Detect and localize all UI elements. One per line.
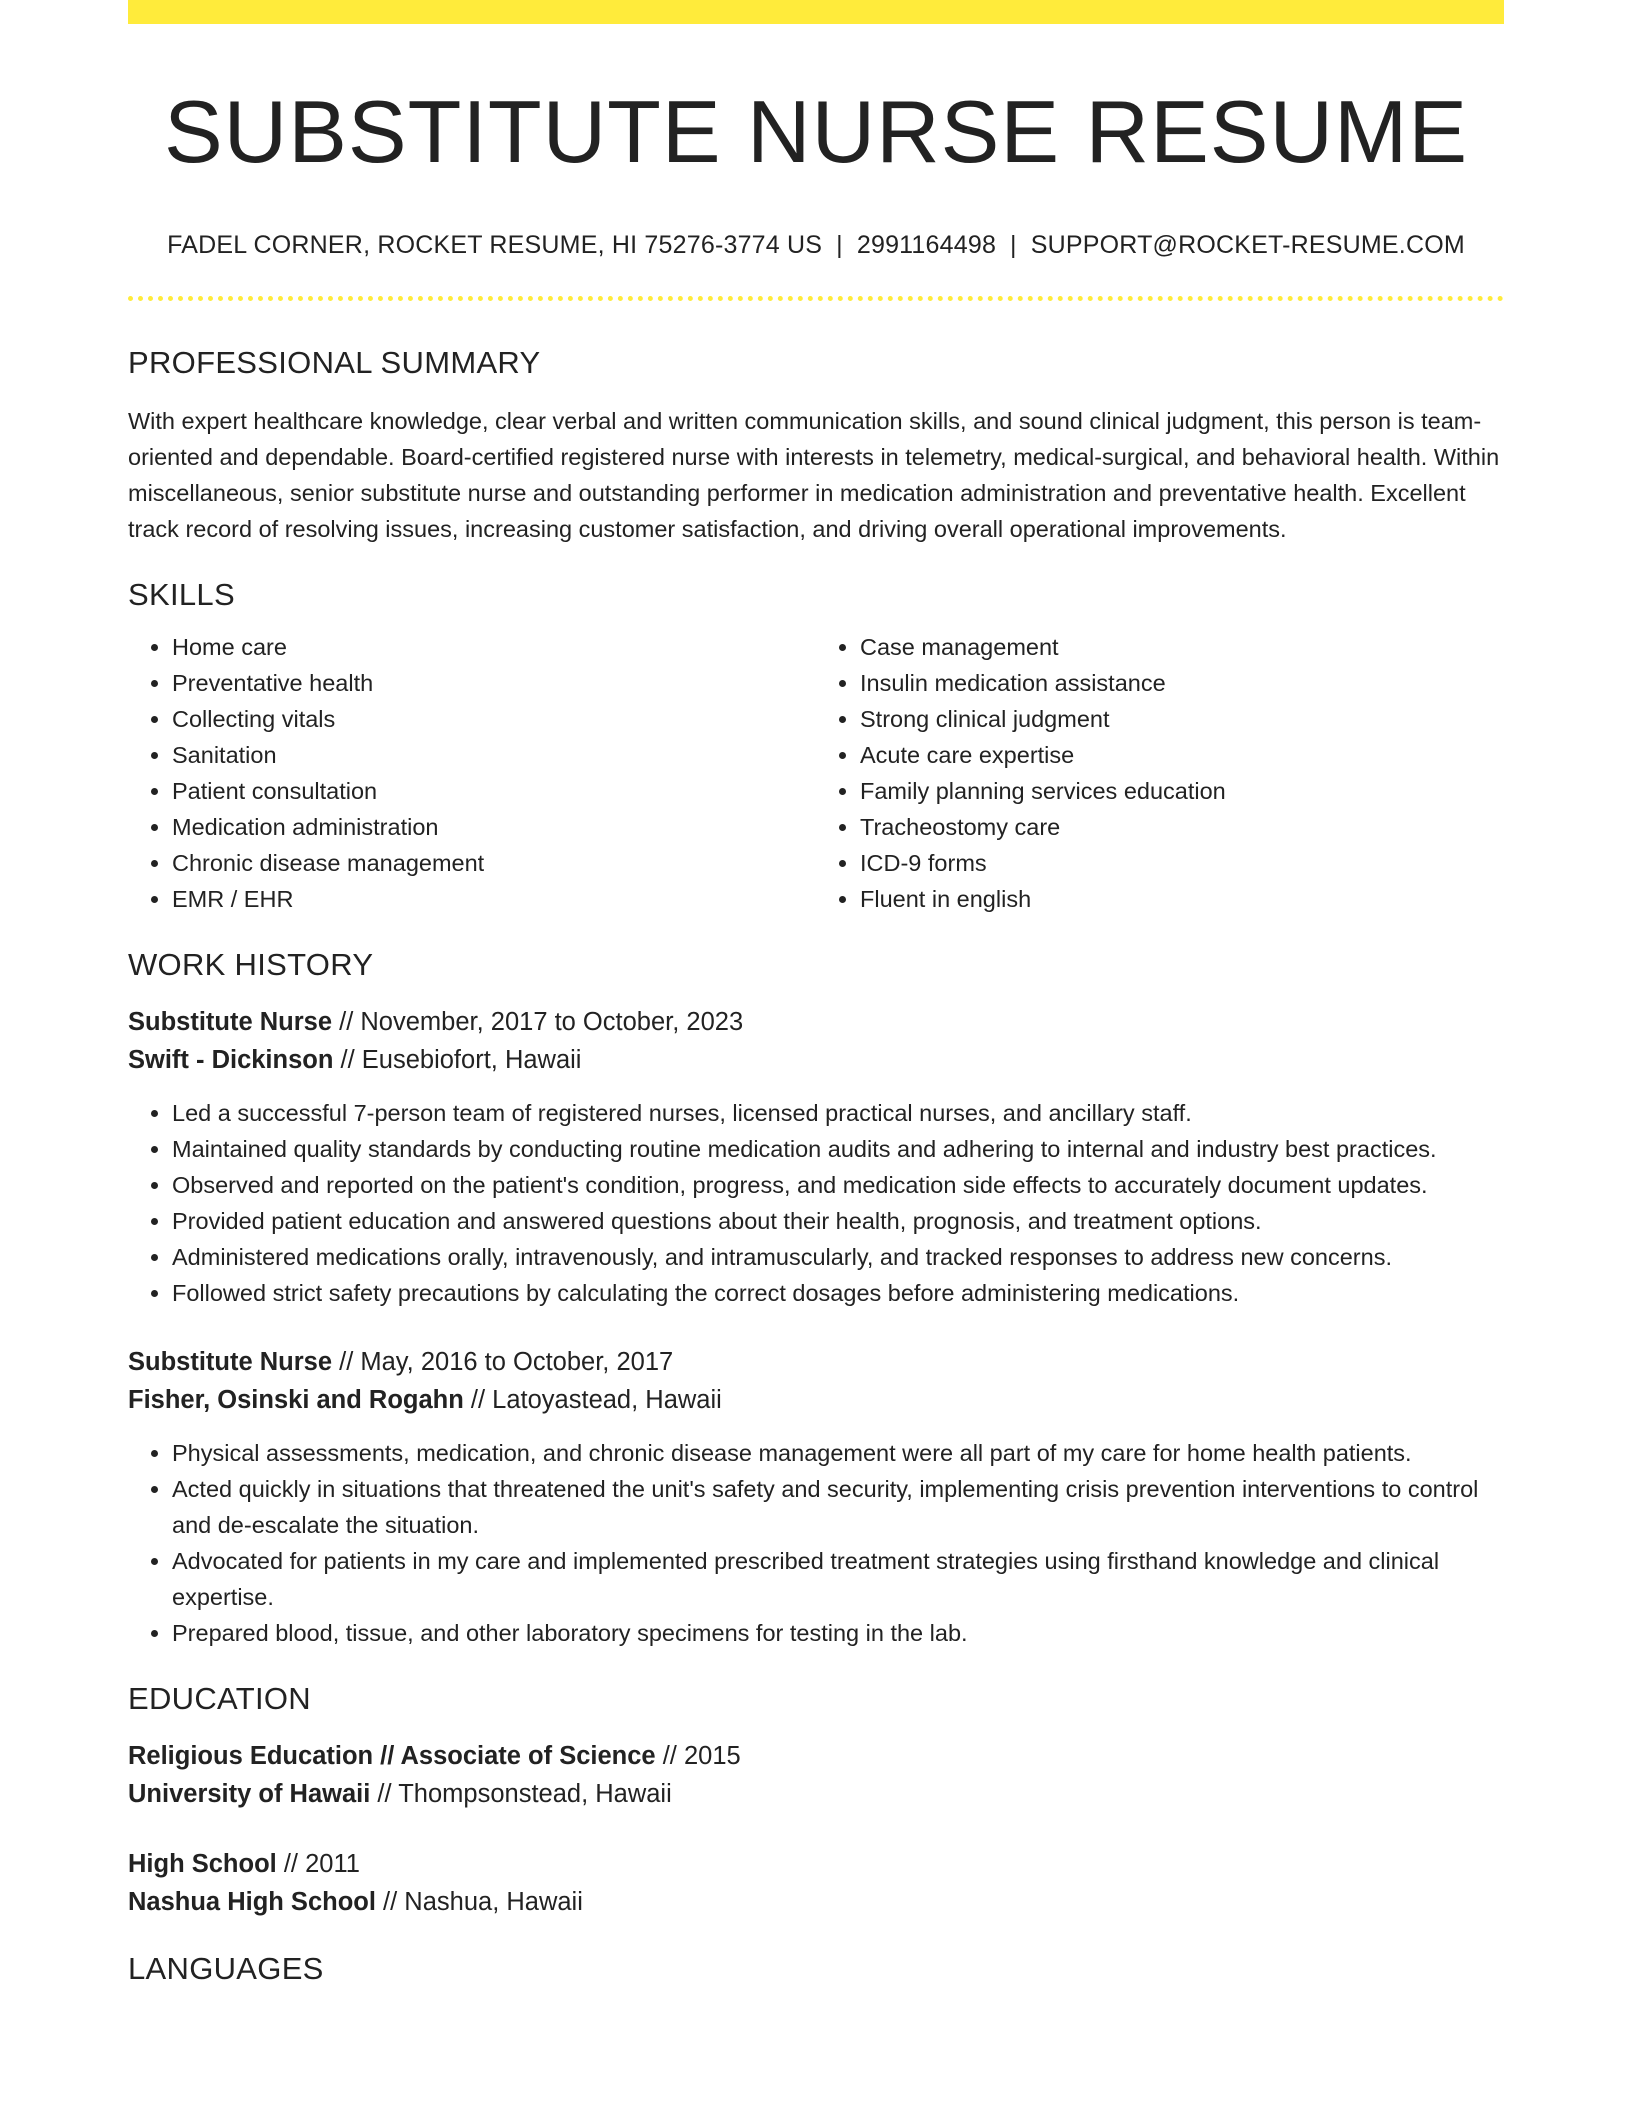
job-title: Substitute Nurse [128, 1007, 333, 1036]
skill-item: • Medication administration [172, 809, 816, 845]
skill-item: • Fluent in english [860, 881, 1504, 917]
contact-address: FADEL CORNER, ROCKET RESUME, HI 75276-3774 US [167, 230, 823, 259]
job-dates: // May, 2016 to October, 2017 [339, 1347, 674, 1376]
contact-separator: | [836, 230, 843, 259]
job-bullet: • Advocated for patients in my care and implemented prescribed treatment strategies using firsthand knowledge and clinical expertise. [172, 1543, 1504, 1615]
languages-heading: LANGUAGES [128, 1950, 324, 1986]
work-history-section [128, 947, 1504, 1651]
resume-page [128, 0, 1504, 1987]
page-title: SUBSTITUTE NURSE RESUME [163, 82, 1469, 181]
job-location: // Eusebiofort, Hawaii [340, 1045, 582, 1074]
job-company: Swift - Dickinson [128, 1045, 334, 1074]
education-school-line [128, 1775, 1504, 1813]
languages-section [128, 1951, 1504, 1987]
education-section [128, 1681, 1504, 1921]
education-year: // 2011 [283, 1849, 360, 1878]
skills-right-list [816, 629, 1504, 917]
skill-item: • Collecting vitals [172, 701, 816, 737]
job-bullet: • Prepared blood, tissue, and other laboratory specimens for testing in the lab. [172, 1615, 1504, 1651]
education-entry [128, 1737, 1504, 1813]
skill-item: • ICD-9 forms [860, 845, 1504, 881]
skill-item: • Acute care expertise [860, 737, 1504, 773]
job-entry [128, 1003, 1504, 1311]
education-school-line [128, 1883, 1504, 1921]
skill-item: • Case management [860, 629, 1504, 665]
job-bullet: • Followed strict safety precautions by calculating the correct dosages before administering medications. [172, 1275, 1504, 1311]
job-title-line [128, 1343, 1504, 1381]
job-bullet: • Provided patient education and answered questions about their health, prognosis, and treatment options. [172, 1203, 1504, 1239]
contact-separator: | [1010, 230, 1017, 259]
education-entry [128, 1845, 1504, 1921]
skill-item: • Tracheostomy care [860, 809, 1504, 845]
job-title: Substitute Nurse [128, 1347, 333, 1376]
skill-item: • EMR / EHR [172, 881, 816, 917]
job-dates: // November, 2017 to October, 2023 [339, 1007, 744, 1036]
skill-item: • Home care [172, 629, 816, 665]
job-company-line [128, 1041, 1504, 1079]
skill-item: • Strong clinical judgment [860, 701, 1504, 737]
education-degree: Religious Education // Associate of Science [128, 1741, 656, 1770]
education-school: University of Hawaii [128, 1779, 371, 1808]
work-history-heading: WORK HISTORY [128, 946, 374, 982]
skill-item: • Preventative health [172, 665, 816, 701]
skills-section [128, 577, 1504, 917]
education-location: // Thompsonstead, Hawaii [377, 1779, 672, 1808]
education-degree-line [128, 1845, 1504, 1883]
dotted-divider [128, 296, 1504, 301]
summary-text: With expert healthcare knowledge, clear verbal and written communication skills, and sound clinical judgment, this person is team-oriented and dependable. Board-certified registered nurse with interests in telemetry, medical-surgical, and behavioral health. Within miscellaneous, senior substitute nurse and outstanding performer in medication administration and preventative health. Excellent track record of resolving issues, increasing customer satisfaction, and driving overall operational improvements. [128, 407, 1500, 542]
job-title-line [128, 1003, 1504, 1041]
skill-item: • Insulin medication assistance [860, 665, 1504, 701]
job-bullet: • Led a successful 7-person team of registered nurses, licensed practical nurses, and ancillary staff. [172, 1095, 1504, 1131]
job-location: // Latoyastead, Hawaii [470, 1385, 722, 1414]
education-heading: EDUCATION [128, 1680, 311, 1716]
contact-phone: 2991164498 [856, 230, 997, 259]
skill-item: • Family planning services education [860, 773, 1504, 809]
job-bullet: • Administered medications orally, intravenously, and intramuscularly, and tracked responses to address new concerns. [172, 1239, 1504, 1275]
job-bullet: • Observed and reported on the patient's condition, progress, and medication side effects to accurately document updates. [172, 1167, 1504, 1203]
job-bullet: • Physical assessments, medication, and chronic disease management were all part of my care for home health patients. [172, 1435, 1504, 1471]
summary-section [128, 345, 1504, 547]
job-company: Fisher, Osinski and Rogahn [128, 1385, 464, 1414]
education-degree: High School [128, 1849, 277, 1878]
job-bullet: • Acted quickly in situations that threatened the unit's safety and security, implementing crisis prevention interventions to control and de-escalate the situation. [172, 1471, 1504, 1543]
education-year: // 2015 [662, 1741, 741, 1770]
contact-email: SUPPORT@ROCKET-RESUME.COM [1030, 230, 1465, 259]
contact-line [128, 231, 1504, 260]
job-bullet: • Maintained quality standards by conducting routine medication audits and adhering to internal and industry best practices. [172, 1131, 1504, 1167]
job-bullets [128, 1095, 1504, 1311]
skills-heading: SKILLS [128, 576, 235, 612]
top-accent-bar [128, 0, 1504, 24]
skill-item: • Patient consultation [172, 773, 816, 809]
summary-heading: PROFESSIONAL SUMMARY [128, 344, 541, 380]
education-degree-line [128, 1737, 1504, 1775]
skill-item: • Sanitation [172, 737, 816, 773]
job-company-line [128, 1381, 1504, 1419]
skills-columns [128, 629, 1504, 917]
job-bullets [128, 1435, 1504, 1651]
education-location: // Nashua, Hawaii [383, 1887, 583, 1916]
skills-left-list [128, 629, 816, 917]
job-entry [128, 1343, 1504, 1651]
education-school: Nashua High School [128, 1887, 376, 1916]
skill-item: • Chronic disease management [172, 845, 816, 881]
